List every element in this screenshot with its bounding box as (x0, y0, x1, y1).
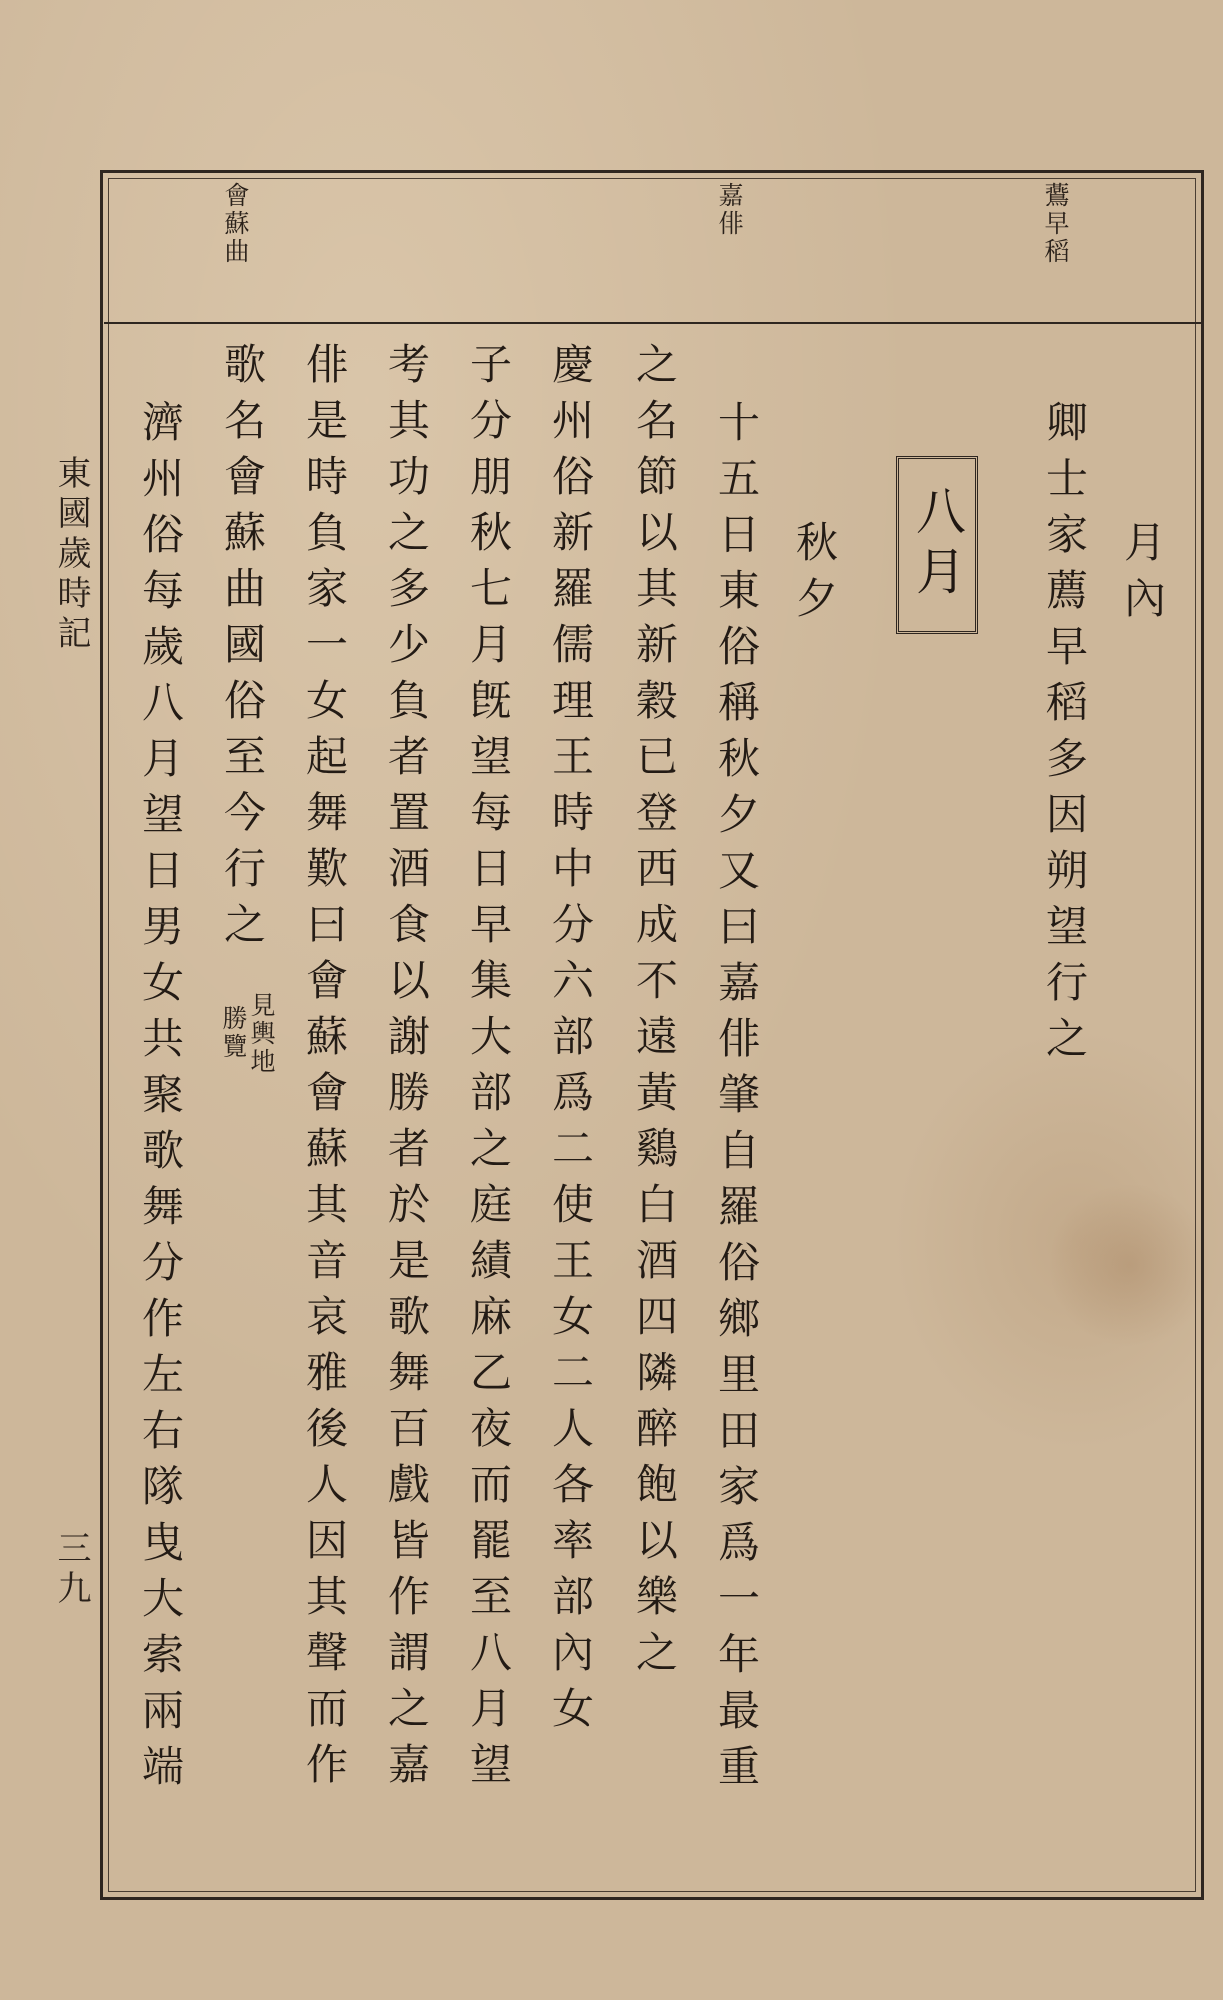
text-column-c: 慶州俗新羅儒理王時中分六部爲二使王女二人各率部內女 (546, 342, 595, 1742)
text-column-g: 歌名會蘇曲國俗至今行之 (218, 342, 267, 958)
citation-note-right: 見輿地 (247, 992, 276, 1076)
section-heading: 秋夕 (790, 520, 839, 632)
text-column-d: 子分朋秋七月旣望每日早集大部之庭績麻乙夜而罷至八月望 (464, 342, 513, 1798)
text-column-a: 十五日東俗稱秋夕又曰嘉俳肇自羅俗鄉里田家爲一年最重 (712, 400, 761, 1800)
header-divider (104, 322, 1201, 324)
page-number: 三九 (51, 1530, 91, 1610)
text-column-f: 俳是時負家一女起舞歎曰會蘇會蘇其音哀雅後人因其聲而作 (300, 342, 349, 1798)
header-note-early-rice: 鷰早稻 (1041, 182, 1070, 266)
book-title: 東國歲時記 (51, 455, 91, 655)
citation-note-left: 勝覽 (219, 1005, 248, 1061)
month-heading: 八月 (908, 485, 966, 605)
header-note-hoesogok: 會蘇曲 (221, 182, 250, 266)
text-column-b: 之名節以其新穀已登西成不遠黃鷄白酒四隣醉飽以樂之 (630, 342, 679, 1686)
month-heading-box (896, 456, 978, 634)
text-column-h: 濟州俗每歲八月望日男女共聚歌舞分作左右隊曳大索兩端 (136, 400, 185, 1800)
header-note-gabae: 嘉俳 (715, 182, 744, 238)
text-column-2: 卿士家薦早稻多因朔望行之 (1040, 400, 1089, 1072)
text-column-1: 月內 (1118, 520, 1167, 632)
text-column-e: 考其功之多少負者置酒食以謝勝者於是歌舞百戲皆作謂之嘉 (382, 342, 431, 1798)
